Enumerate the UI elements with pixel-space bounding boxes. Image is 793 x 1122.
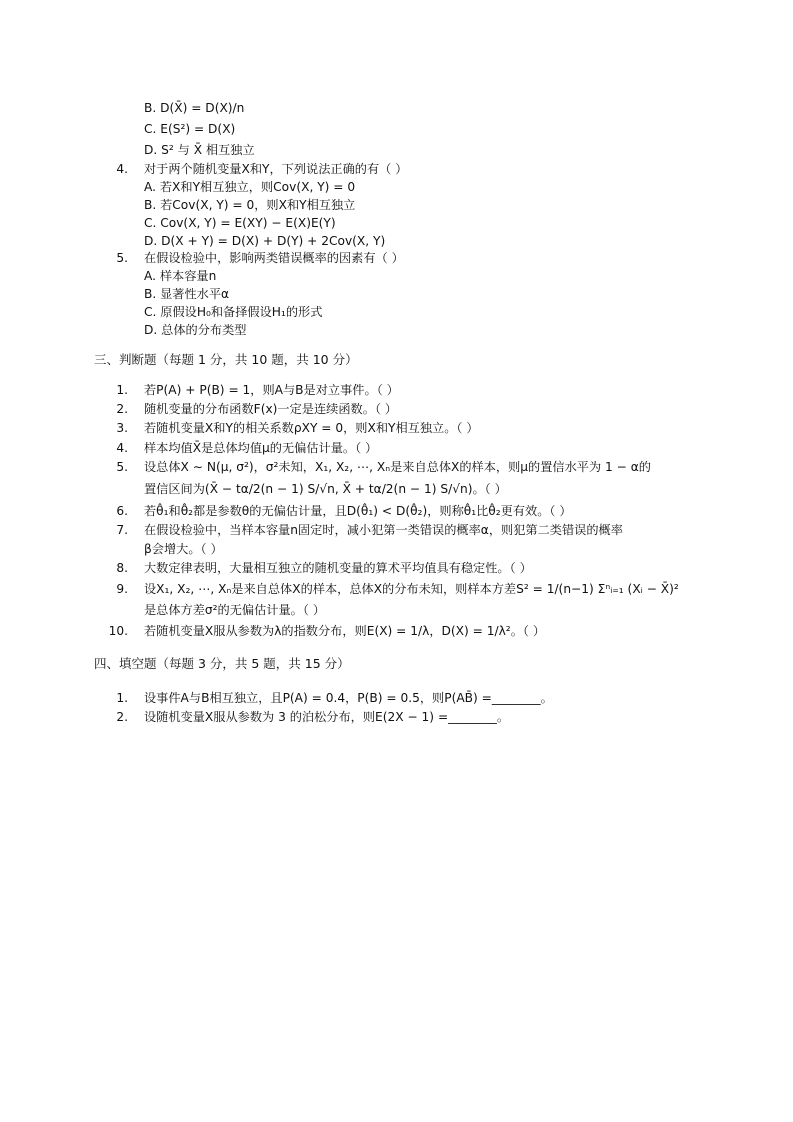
s4-item-1: 设事件A与B相互独立，且P(A) = 0.4，P(B) = 0.5，则P(AB̄) =________。 (144, 691, 553, 705)
s3-item-8: 大数定律表明，大量相互独立的随机变量的算术平均值具有稳定性。（ ） (144, 561, 532, 575)
s3-item-7-cont: β会增大。（ ） (144, 542, 223, 556)
s3-item-8-number: 8. (116, 561, 128, 575)
s3-item-2: 随机变量的分布函数F(x)一定是连续函数。（ ） (144, 402, 398, 416)
s3-item-2-number: 2. (116, 402, 128, 416)
s3-item-6: 若θ̂₁和θ̂₂都是参数θ的无偏估计量，且D(θ̂₁) < D(θ̂₂)，则称θ̂₁比θ̂₂更有效。（ ） (144, 504, 572, 518)
s3-item-3: 若随机变量X和Y的相关系数ρXY = 0，则X和Y相互独立。（ ） (144, 421, 479, 435)
s4-item-2: 设随机变量X服从参数为 3 的泊松分布，则E(2X − 1) =________。 (144, 710, 510, 724)
q5-option-b: B. 显著性水平α (144, 287, 230, 301)
q5-number: 5. (116, 251, 128, 265)
s3-item-9-cont: 是总体方差σ²的无偏估计量。（ ） (144, 603, 326, 617)
s4-item-1-number: 1. (116, 691, 128, 705)
s3-item-1: 若P(A) + P(B) = 1，则A与B是对立事件。（ ） (144, 383, 399, 397)
s3-item-7: 在假设检验中，当样本容量n固定时，减小犯第一类错误的概率α，则犯第二类错误的概率 (144, 523, 623, 537)
q5-stem: 在假设检验中，影响两类错误概率的因素有（ ） (144, 251, 404, 265)
q5-option-a: A. 样本容量n (144, 269, 217, 283)
s3-item-4: 样本均值X̄是总体均值μ的无偏估计量。（ ） (144, 441, 378, 455)
q4-number: 4. (116, 162, 128, 176)
s3-item-9-number: 9. (116, 582, 128, 596)
s3-item-5-number: 5. (116, 460, 128, 474)
s3-item-7-number: 7. (116, 523, 128, 537)
s3-item-4-number: 4. (116, 441, 128, 455)
q3-option-c: C. E(S²) = D(X) (144, 122, 236, 136)
s3-item-9: 设X₁, X₂, ⋯, Xₙ是来自总体X的样本，总体X的分布未知，则样本方差S² = 1/(n−1) Σⁿᵢ₌₁ (Xᵢ − X̄)² (144, 582, 679, 596)
section-4-title: 四、填空题（每题 3 分，共 5 题，共 15 分） (94, 656, 350, 671)
q5-option-c: C. 原假设H₀和备择假设H₁的形式 (144, 305, 323, 319)
s4-item-2-number: 2. (116, 710, 128, 724)
s3-item-1-number: 1. (116, 383, 128, 397)
q3-option-d: D. S² 与 X̄ 相互独立 (144, 143, 255, 157)
q4-option-c: C. Cov(X, Y) = E(XY) − E(X)E(Y) (144, 216, 336, 230)
s3-item-10: 若随机变量X服从参数为λ的指数分布，则E(X) = 1/λ，D(X) = 1/λ²。（ ） (144, 624, 546, 638)
s3-item-6-number: 6. (116, 504, 128, 518)
s3-item-5-cont: 置信区间为(X̄ − tα/2(n − 1) S/√n, X̄ + tα/2(n − 1) S/√n)。（ ） (144, 482, 507, 496)
q3-option-b: B. D(X̄) = D(X)/n (144, 101, 245, 115)
s3-item-10-number: 10. (108, 624, 128, 638)
q4-stem: 对于两个随机变量X和Y，下列说法正确的有（ ） (144, 162, 408, 176)
q4-option-b: B. 若Cov(X, Y) = 0，则X和Y相互独立 (144, 198, 356, 212)
s3-item-3-number: 3. (116, 421, 128, 435)
s3-item-5: 设总体X ∼ N(μ, σ²)，σ²未知，X₁, X₂, ⋯, Xₙ是来自总体X的样本，则μ的置信水平为 1 − α的 (144, 460, 651, 474)
q4-option-d: D. D(X + Y) = D(X) + D(Y) + 2Cov(X, Y) (144, 234, 386, 248)
q5-option-d: D. 总体的分布类型 (144, 323, 247, 337)
section-3-title: 三、判断题（每题 1 分，共 10 题，共 10 分） (94, 352, 358, 367)
q4-option-a: A. 若X和Y相互独立，则Cov(X, Y) = 0 (144, 180, 356, 194)
